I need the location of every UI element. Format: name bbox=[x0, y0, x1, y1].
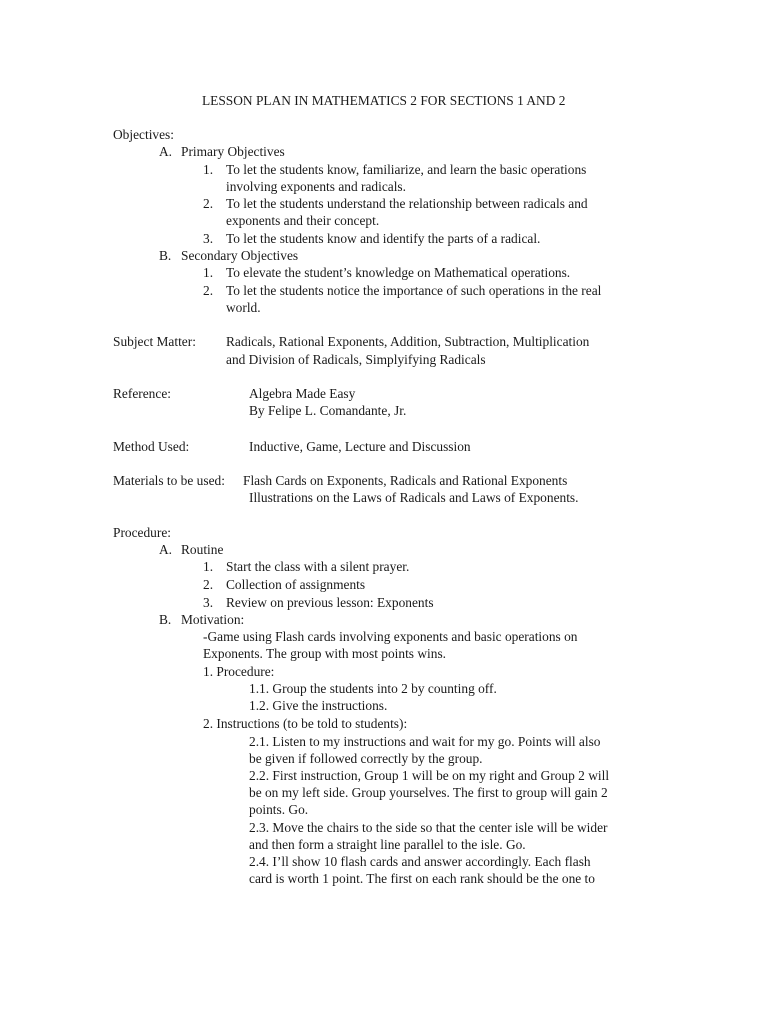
subject-matter-label: Subject Matter: bbox=[113, 334, 196, 349]
secondary-item-text: world. bbox=[226, 300, 261, 315]
routine-item-text: Review on previous lesson: Exponents bbox=[226, 595, 434, 610]
materials-text: Illustrations on the Laws of Radicals and Laws of Exponents. bbox=[249, 490, 579, 505]
motivation-procedure-label: 1. Procedure: bbox=[203, 664, 275, 679]
primary-item-number: 2. bbox=[203, 196, 214, 211]
routine-item-number: 2. bbox=[203, 577, 214, 592]
instruction-line: points. Go. bbox=[249, 802, 309, 817]
primary-item-number: 3. bbox=[203, 231, 214, 246]
instruction-line: 2.3. Move the chairs to the side so that the center isle will be wider bbox=[249, 820, 608, 835]
instruction-line: and then form a straight line parallel to the isle. Go. bbox=[249, 837, 526, 852]
secondary-item-number: 1. bbox=[203, 265, 214, 280]
motivation-procedure-step: 1.2. Give the instructions. bbox=[249, 698, 388, 713]
instruction-line: card is worth 1 point. The first on each rank should be the one to bbox=[249, 871, 595, 886]
motivation-procedure-step: 1.1. Group the students into 2 by counting off. bbox=[249, 681, 497, 696]
objectives-heading: Objectives: bbox=[113, 127, 174, 142]
reference-label: Reference: bbox=[113, 386, 171, 401]
routine-label: Routine bbox=[181, 542, 224, 557]
routine-item-number: 1. bbox=[203, 559, 214, 574]
secondary-item-number: 2. bbox=[203, 283, 214, 298]
primary-marker: A. bbox=[159, 144, 173, 159]
motivation-instructions-label: 2. Instructions (to be told to students): bbox=[203, 716, 408, 731]
primary-item-text: To let the students know and identify the parts of a radical. bbox=[226, 231, 541, 246]
materials-text: Flash Cards on Exponents, Radicals and Rational Exponents bbox=[243, 473, 568, 488]
procedure-heading: Procedure: bbox=[113, 525, 172, 540]
primary-item-text: To let the students understand the relationship between radicals and bbox=[226, 196, 588, 211]
primary-item-text: To let the students know, familiarize, and learn the basic operations bbox=[226, 162, 587, 177]
instruction-line: be given if followed correctly by the group. bbox=[249, 751, 483, 766]
primary-item-number: 1. bbox=[203, 162, 214, 177]
instruction-line: 2.2. First instruction, Group 1 will be on my right and Group 2 will bbox=[249, 768, 610, 783]
routine-marker: A. bbox=[159, 542, 173, 557]
secondary-item-text: To let the students notice the importance of such operations in the real bbox=[226, 283, 602, 298]
primary-objectives-label: Primary Objectives bbox=[181, 144, 285, 159]
routine-item-text: Start the class with a silent prayer. bbox=[226, 559, 410, 574]
method-label: Method Used: bbox=[113, 439, 190, 454]
subject-matter-text: Radicals, Rational Exponents, Addition, Subtraction, Multiplication bbox=[226, 334, 590, 349]
primary-item-text: exponents and their concept. bbox=[226, 213, 380, 228]
routine-item-number: 3. bbox=[203, 595, 214, 610]
motivation-intro: Exponents. The group with most points wins. bbox=[203, 646, 447, 661]
motivation-label: Motivation: bbox=[181, 612, 245, 627]
primary-item-text: involving exponents and radicals. bbox=[226, 179, 406, 194]
secondary-objectives-label: Secondary Objectives bbox=[181, 248, 299, 263]
instruction-line: be on my left side. Group yourselves. The first to group will gain 2 bbox=[249, 785, 608, 800]
secondary-marker: B. bbox=[159, 248, 172, 263]
document-title: LESSON PLAN IN MATHEMATICS 2 FOR SECTIONS 1 AND 2 bbox=[202, 93, 566, 108]
materials-label: Materials to be used: bbox=[113, 473, 225, 488]
motivation-intro: -Game using Flash cards involving exponents and basic operations on bbox=[203, 629, 578, 644]
method-text: Inductive, Game, Lecture and Discussion bbox=[249, 439, 471, 454]
routine-item-text: Collection of assignments bbox=[226, 577, 366, 592]
motivation-marker: B. bbox=[159, 612, 172, 627]
subject-matter-text: and Division of Radicals, Simplyifying Radicals bbox=[226, 352, 486, 367]
instruction-line: 2.4. I’ll show 10 flash cards and answer accordingly. Each flash bbox=[249, 854, 591, 869]
secondary-item-text: To elevate the student’s knowledge on Mathematical operations. bbox=[226, 265, 571, 280]
instruction-line: 2.1. Listen to my instructions and wait for my go. Points will also bbox=[249, 734, 601, 749]
reference-text: Algebra Made Easy bbox=[249, 386, 356, 401]
reference-text: By Felipe L. Comandante, Jr. bbox=[249, 403, 407, 418]
